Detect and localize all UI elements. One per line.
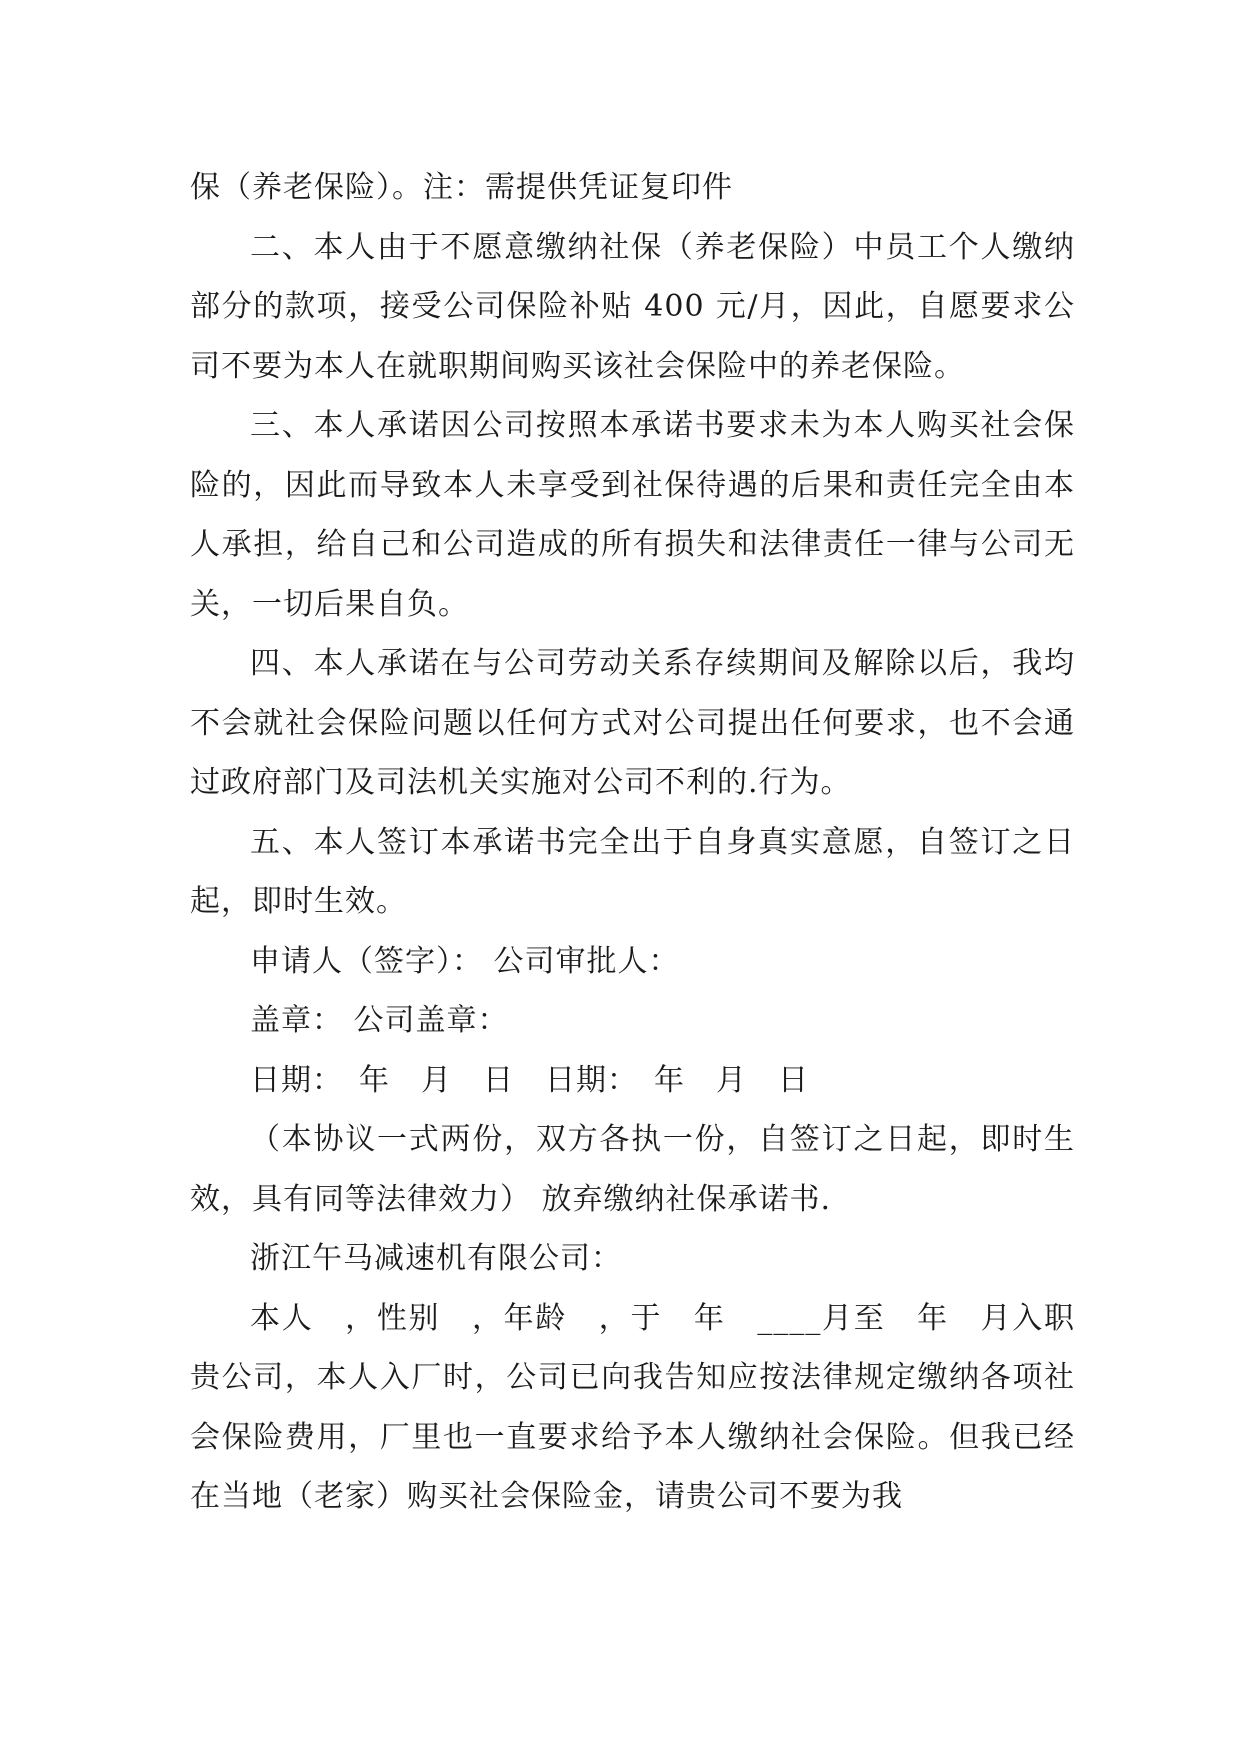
document-body xyxy=(190,158,1075,1527)
paragraph-clause-3: 三、本人承诺因公司按照本承诺书要求未为本人购买社会保险的，因此而导致本人未享受到社保待遇的后果和责任完全由本人承担，给自己和公司造成的所有损失和法律责任一律与公司无关，一切后果自负。 xyxy=(190,408,1075,622)
signature-line-applicant: 申请人（签字）： 公司审批人： xyxy=(250,943,680,979)
paragraph-clause-4: 四、本人承诺在与公司劳动关系存续期间及解除以后，我均不会就社会保险问题以任何方式对公司提出任何要求，也不会通过政府部门及司法机关实施对公司不利的.行为。 xyxy=(190,646,1075,800)
signature-line-seal: 盖章： 公司盖章： xyxy=(250,1003,509,1038)
paragraph-continuation: 保（养老保险）。注：需提供凭证复印件 xyxy=(190,170,733,205)
paragraph-agreement-note: （本协议一式两份，双方各执一份，自签订之日起，即时生效，具有同等法律效力） 放弃缴纳社保承诺书. xyxy=(190,1122,1075,1217)
signature-line-date: 日期： 年 月 日 日期： 年 月 日 xyxy=(250,1062,809,1098)
paragraph-clause-5: 五、本人签订本承诺书完全出于自身真实意愿，自签订之日起，即时生效。 xyxy=(190,824,1075,919)
paragraph-declaration: 本人 ，性别 ，年龄 ，于 年 ____月至 年 月入职贵公司，本人入厂时，公司已向我告知应按法律规定缴纳各项社会保险费用，厂里也一直要求给予本人缴纳社会保险。但我已经在当地（老家）购买社会保险金，请贵公司不要为我 xyxy=(190,1300,1075,1514)
paragraph-clause-2: 二、本人由于不愿意缴纳社保（养老保险）中员工个人缴纳部分的款项，接受公司保险补贴 400 元/月，因此，自愿要求公司不要为本人在就职期间购买该社会保险中的养老保险。 xyxy=(190,229,1075,384)
paragraph-addressee: 浙江午马减速机有限公司： xyxy=(250,1241,622,1276)
